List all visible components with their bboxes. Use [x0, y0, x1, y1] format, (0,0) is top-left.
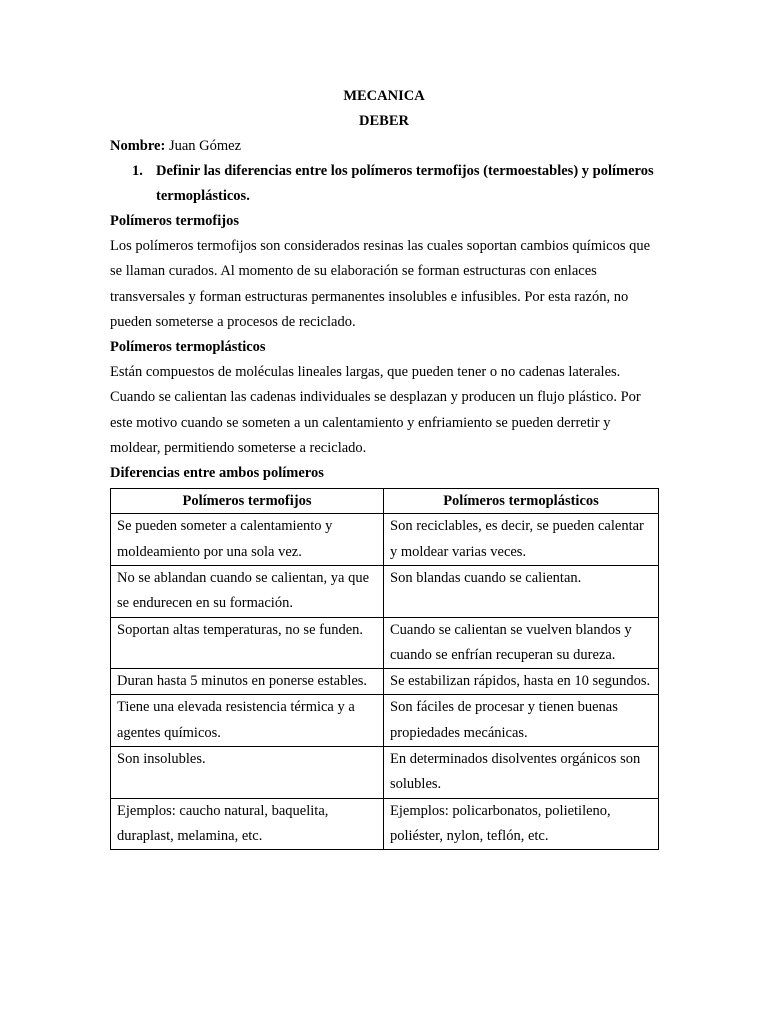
- section-heading-termofijos: Polímeros termofijos: [110, 213, 239, 229]
- document-subtitle: DEBER: [359, 113, 409, 129]
- table-row: [111, 565, 659, 617]
- table-header-termoplasticos: Polímeros termoplásticos: [384, 489, 659, 514]
- table-cell: Se estabilizan rápidos, hasta en 10 segundos.: [384, 669, 659, 695]
- student-name-value: Juan Gómez: [165, 138, 242, 154]
- differences-table: [110, 488, 659, 850]
- table-row: [111, 798, 659, 850]
- question-text: Definir las diferencias entre los polímeros termofijos (termoestables) y polímeros termoplásticos.: [156, 163, 654, 204]
- table-cell: Son blandas cuando se calientan.: [384, 565, 659, 617]
- table-row: [111, 669, 659, 695]
- table-cell: Tiene una elevada resistencia térmica y a agentes químicos.: [111, 695, 384, 747]
- table-cell: Ejemplos: caucho natural, baquelita, duraplast, melamina, etc.: [111, 798, 384, 850]
- table-cell: Son insolubles.: [111, 747, 384, 799]
- table-cell: Son reciclables, es decir, se pueden calentar y moldear varias veces.: [384, 514, 659, 566]
- student-name-label: Nombre:: [110, 138, 166, 154]
- question-item: [110, 159, 658, 209]
- student-name-line: [110, 134, 658, 159]
- table-row: [111, 747, 659, 799]
- document-page: [110, 84, 658, 850]
- table-row: [111, 514, 659, 566]
- question-number: 1.: [132, 163, 143, 179]
- section-heading-termoplasticos: Polímeros termoplásticos: [110, 339, 266, 356]
- table-header-termofijos: Polímeros termofijos: [111, 489, 384, 514]
- section-body-termofijos: Los polímeros termofijos son considerados resinas las cuales soportan cambios químicos que se llaman curados. Al momento de su elaboración se forman estructuras con enlaces transversales y forman estructuras permanentes insolubles e infusibles. Por esta razón, no pueden someterse a procesos de reciclado.: [110, 238, 651, 330]
- table-cell: Son fáciles de procesar y tienen buenas propiedades mecánicas.: [384, 695, 659, 747]
- document-title: MECANICA: [343, 88, 425, 104]
- table-cell: Soportan altas temperaturas, no se funden.: [111, 617, 384, 669]
- table-header-row: [111, 489, 659, 514]
- table-row: [111, 695, 659, 747]
- table-cell: No se ablandan cuando se calientan, ya que se endurecen en su formación.: [111, 565, 384, 617]
- table-cell: Ejemplos: policarbonatos, polietileno, poliéster, nylon, teflón, etc.: [384, 798, 659, 850]
- table-row: [111, 617, 659, 669]
- table-heading: Diferencias entre ambos polímeros: [110, 465, 324, 482]
- table-cell: Se pueden someter a calentamiento y moldeamiento por una sola vez.: [111, 514, 384, 566]
- section-body-termoplasticos: Están compuestos de moléculas lineales largas, que pueden tener o no cadenas laterales. Cuando se calientan las cadenas individuales se desplazan y producen un flujo plástico. Por este motivo cuando se someten a un calentamiento y enfriamiento se pueden derretir y moldear, permitiendo someterse a reciclado.: [110, 364, 641, 457]
- table-cell: Duran hasta 5 minutos en ponerse estables.: [111, 669, 384, 695]
- table-cell: En determinados disolventes orgánicos son solubles.: [384, 747, 659, 799]
- table-cell: Cuando se calientan se vuelven blandos y cuando se enfrían recuperan su dureza.: [384, 617, 659, 669]
